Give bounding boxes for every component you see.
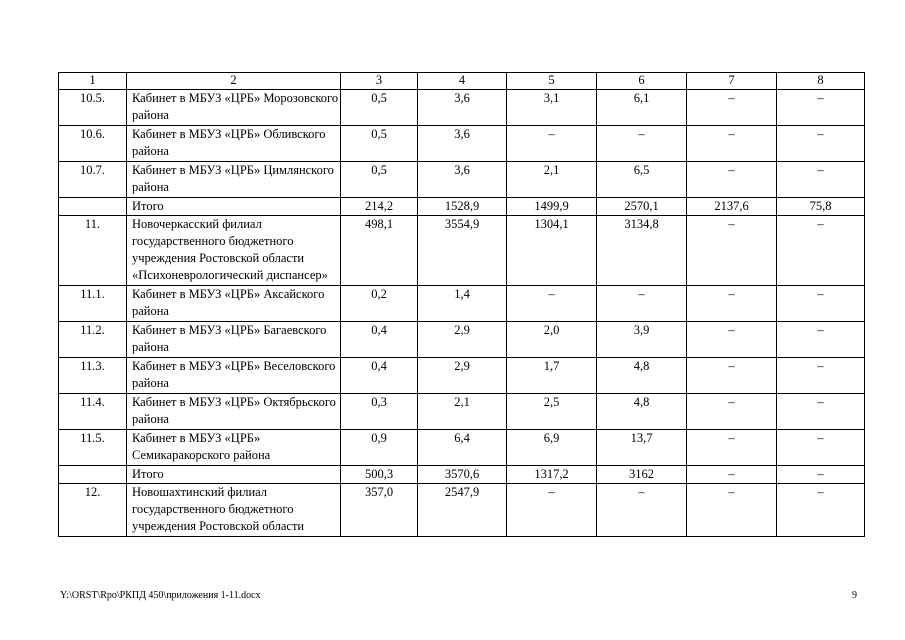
table-cell-c8: – (777, 322, 865, 358)
table-cell-c4: 3554,9 (418, 216, 507, 286)
table-row (59, 394, 865, 430)
table-cell-c3: 214,2 (341, 198, 418, 216)
header-cell: 7 (687, 73, 777, 90)
table-cell-num: 10.6. (59, 126, 127, 162)
table-cell-c5: 2,5 (507, 394, 597, 430)
table-cell-c4: 2,9 (418, 322, 507, 358)
table-cell-c6: – (597, 286, 687, 322)
table-cell-num: 10.7. (59, 162, 127, 198)
table-row (59, 430, 865, 466)
table-body (59, 73, 865, 537)
table-cell-c5: 2,0 (507, 322, 597, 358)
table-cell-num (59, 198, 127, 216)
table-cell-c3: 0,4 (341, 322, 418, 358)
table-cell-c5: – (507, 484, 597, 537)
table-cell-num: 11. (59, 216, 127, 286)
table-cell-c8: – (777, 358, 865, 394)
table-cell-c3: 498,1 (341, 216, 418, 286)
header-cell: 4 (418, 73, 507, 90)
table-cell-name: Кабинет в МБУЗ «ЦРБ» Обливского района (127, 126, 341, 162)
table-cell-c8: 75,8 (777, 198, 865, 216)
table-cell-c3: 0,5 (341, 162, 418, 198)
table-cell-c6: 3,9 (597, 322, 687, 358)
table-cell-c8: – (777, 216, 865, 286)
table-cell-c6: 6,5 (597, 162, 687, 198)
table-cell-c4: 2547,9 (418, 484, 507, 537)
table-cell-c4: 2,9 (418, 358, 507, 394)
table-cell-name: Кабинет в МБУЗ «ЦРБ» Веселовского района (127, 358, 341, 394)
table-cell-c4: 6,4 (418, 430, 507, 466)
header-cell: 1 (59, 73, 127, 90)
table-cell-c6: 13,7 (597, 430, 687, 466)
table-cell-c7: – (687, 484, 777, 537)
table-cell-c3: 0,5 (341, 126, 418, 162)
table-cell-c3: 0,2 (341, 286, 418, 322)
table-cell-name: Итого (127, 198, 341, 216)
table-cell-c7: – (687, 430, 777, 466)
table-row (59, 216, 865, 286)
table-cell-c7: – (687, 358, 777, 394)
table-cell-c7: – (687, 126, 777, 162)
table-cell-c7: – (687, 322, 777, 358)
table-cell-name: Кабинет в МБУЗ «ЦРБ» Морозовского района (127, 90, 341, 126)
table-cell-c4: 2,1 (418, 394, 507, 430)
table-cell-c3: 500,3 (341, 466, 418, 484)
table-cell-c7: – (687, 286, 777, 322)
table-cell-c4: 3,6 (418, 126, 507, 162)
table-row (59, 126, 865, 162)
table-cell-c6: 2570,1 (597, 198, 687, 216)
table-cell-c8: – (777, 162, 865, 198)
table-cell-c5: 3,1 (507, 90, 597, 126)
table-row (59, 286, 865, 322)
header-cell: 8 (777, 73, 865, 90)
table-cell-c4: 3,6 (418, 162, 507, 198)
header-cell: 6 (597, 73, 687, 90)
table-cell-c8: – (777, 286, 865, 322)
table-row (59, 322, 865, 358)
table-header-row (59, 73, 865, 90)
table-cell-c6: 6,1 (597, 90, 687, 126)
table-row (59, 90, 865, 126)
table-cell-name: Новочеркасский филиал государственного бюджетного учреждения Ростовской области «Психоневрологический диспансер» (127, 216, 341, 286)
table-cell-num: 11.4. (59, 394, 127, 430)
table-cell-name: Новошахтинский филиал государственного бюджетного учреждения Ростовской области (127, 484, 341, 537)
table-cell-c4: 3,6 (418, 90, 507, 126)
table-cell-name: Кабинет в МБУЗ «ЦРБ» Октябрьского района (127, 394, 341, 430)
table-cell-num: 11.3. (59, 358, 127, 394)
table-cell-c3: 357,0 (341, 484, 418, 537)
table-cell-c6: 4,8 (597, 358, 687, 394)
budget-table (58, 72, 865, 537)
table-cell-c6: 3162 (597, 466, 687, 484)
table-cell-c7: – (687, 162, 777, 198)
table-cell-c5: – (507, 286, 597, 322)
table-cell-c4: 1,4 (418, 286, 507, 322)
table-row (59, 198, 865, 216)
table-cell-num: 11.2. (59, 322, 127, 358)
header-cell: 3 (341, 73, 418, 90)
table-cell-num: 10.5. (59, 90, 127, 126)
table-cell-c7: – (687, 216, 777, 286)
table-cell-name: Кабинет в МБУЗ «ЦРБ» Багаевского района (127, 322, 341, 358)
table-cell-c7: – (687, 90, 777, 126)
table-cell-c6: 3134,8 (597, 216, 687, 286)
table-cell-c5: 6,9 (507, 430, 597, 466)
table-cell-c5: 1304,1 (507, 216, 597, 286)
table-cell-c3: 0,5 (341, 90, 418, 126)
table-cell-c5: 2,1 (507, 162, 597, 198)
table-cell-c6: – (597, 126, 687, 162)
table-cell-c5: 1,7 (507, 358, 597, 394)
table-cell-c7: – (687, 394, 777, 430)
table-cell-c3: 0,9 (341, 430, 418, 466)
table-row (59, 162, 865, 198)
footer-page-number: 9 (852, 590, 857, 601)
table-cell-num: 11.5. (59, 430, 127, 466)
table-cell-name: Кабинет в МБУЗ «ЦРБ» Цимлянского района (127, 162, 341, 198)
table-cell-c6: 4,8 (597, 394, 687, 430)
table-cell-c8: – (777, 394, 865, 430)
table-cell-c5: – (507, 126, 597, 162)
table-cell-c5: 1499,9 (507, 198, 597, 216)
table-cell-c3: 0,4 (341, 358, 418, 394)
footer-file-path: Y:\ORST\Rpo\РКПД 450\приложения 1-11.docx (60, 590, 261, 601)
table-cell-c4: 3570,6 (418, 466, 507, 484)
table-cell-c6: – (597, 484, 687, 537)
table-cell-name: Итого (127, 466, 341, 484)
header-cell: 5 (507, 73, 597, 90)
table-cell-c8: – (777, 484, 865, 537)
table-row (59, 484, 865, 537)
header-cell: 2 (127, 73, 341, 90)
table-cell-num: 12. (59, 484, 127, 537)
table-cell-c4: 1528,9 (418, 198, 507, 216)
table-cell-c8: – (777, 126, 865, 162)
table-cell-c7: – (687, 466, 777, 484)
table-cell-c8: – (777, 430, 865, 466)
table-cell-c3: 0,3 (341, 394, 418, 430)
table-cell-num: 11.1. (59, 286, 127, 322)
table-cell-num (59, 466, 127, 484)
table-cell-c5: 1317,2 (507, 466, 597, 484)
table-cell-name: Кабинет в МБУЗ «ЦРБ» Аксайского района (127, 286, 341, 322)
table-cell-c8: – (777, 90, 865, 126)
table-cell-c8: – (777, 466, 865, 484)
table-row (59, 466, 865, 484)
table-row (59, 358, 865, 394)
table-cell-c7: 2137,6 (687, 198, 777, 216)
table-cell-name: Кабинет в МБУЗ «ЦРБ» Семикаракорского района (127, 430, 341, 466)
